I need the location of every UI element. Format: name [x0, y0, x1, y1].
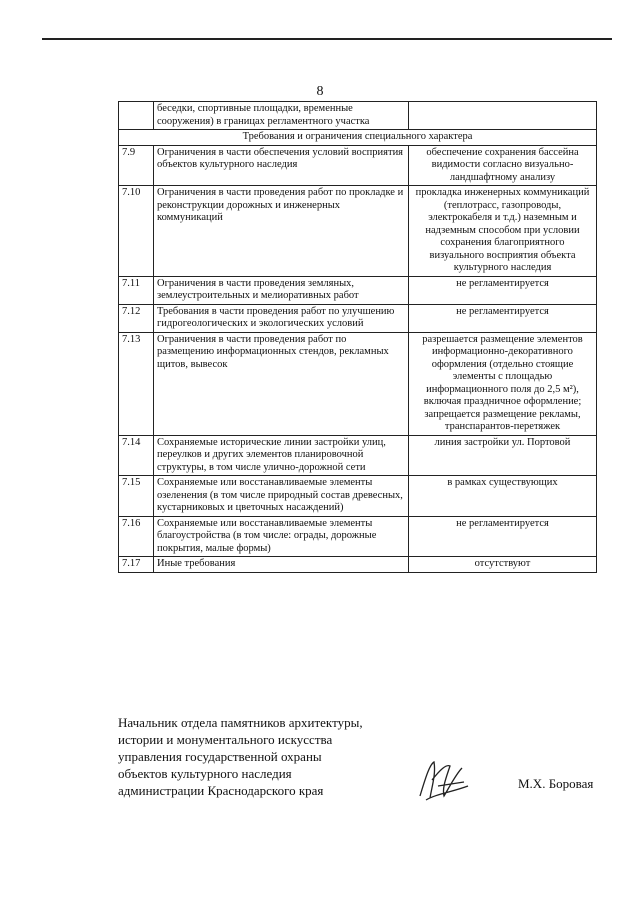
section-header-row [119, 130, 597, 146]
table-row [119, 332, 597, 435]
section-header: Требования и ограничения специального характера [119, 130, 597, 146]
row-number: 7.12 [119, 304, 154, 332]
signatory-title-line: администрации Краснодарского края [118, 783, 324, 798]
row-value: не регламентируется [409, 276, 597, 304]
table-row [119, 145, 597, 186]
signatory-title-line: Начальник отдела памятников архитектуры, [118, 715, 363, 730]
row-value: не регламентируется [409, 304, 597, 332]
table-row [119, 435, 597, 476]
row-description: Ограничения в части проведения земляных, землеустроительных и мелиоративных работ [154, 276, 409, 304]
row-value: прокладка инженерных коммуникаций (теплотрасс, газопроводы, электрокабеля и т.д.) наземным и надземным способом при условии сохранения благоприятного визуального восприятия объекта культурного наследия [409, 186, 597, 277]
table-row [119, 304, 597, 332]
row-description: Ограничения в части проведения работ по размещению информационных стендов, рекламных щитов, вывесок [154, 332, 409, 435]
row-value: линия застройки ул. Портовой [409, 435, 597, 476]
row-description: Сохраняемые или восстанавливаемые элементы озеленения (в том числе природный состав древесных, кустарниковых и цветочных насаждений) [154, 476, 409, 517]
table-row [119, 557, 597, 573]
row-value [409, 102, 597, 130]
row-number: 7.9 [119, 145, 154, 186]
row-value: разрешается размещение элементов информационно-декоративного оформления (отдельно стоящие элементы с площадью информационного поля до 2,5 м²), включая праздничное оформление; запрещается размещение рекламы, транспарантов-перетяжек [409, 332, 597, 435]
table-row [119, 276, 597, 304]
row-number: 7.16 [119, 516, 154, 557]
row-number: 7.10 [119, 186, 154, 277]
row-value: в рамках существующих [409, 476, 597, 517]
top-rule [42, 38, 612, 40]
signatory-title-line: управления государственной охраны [118, 749, 322, 764]
row-number: 7.17 [119, 557, 154, 573]
requirements-table [118, 101, 597, 573]
row-description: беседки, спортивные площадки, временные сооружения) в границах регламентного участка [154, 102, 409, 130]
row-value: обеспечение сохранения бассейна видимости согласно визуально-ландшафтному анализу [409, 145, 597, 186]
row-description: Иные требования [154, 557, 409, 573]
table-row [119, 186, 597, 277]
row-description: Требования в части проведения работ по улучшению гидрогеологических и экологических условий [154, 304, 409, 332]
row-number: 7.13 [119, 332, 154, 435]
row-description: Сохраняемые или восстанавливаемые элементы благоустройства (в том числе: ограды, дорожные покрытия, малые формы) [154, 516, 409, 557]
signatory-title [118, 714, 418, 799]
row-number: 7.15 [119, 476, 154, 517]
row-number: 7.14 [119, 435, 154, 476]
table-row [119, 102, 597, 130]
row-number: 7.11 [119, 276, 154, 304]
row-value: отсутствуют [409, 557, 597, 573]
row-value: не регламентируется [409, 516, 597, 557]
row-description: Ограничения в части проведения работ по прокладке и реконструкции дорожных и инженерных коммуникаций [154, 186, 409, 277]
signatory-name: М.Х. Боровая [518, 776, 594, 791]
page-number: 8 [316, 84, 324, 99]
row-description: Сохраняемые исторические линии застройки улиц, переулков и других элементов планировочной структуры, в том числе улично-дорожной сети [154, 435, 409, 476]
table-row [119, 516, 597, 557]
handwritten-signature [412, 756, 472, 804]
row-number [119, 102, 154, 130]
signatory-title-line: объектов культурного наследия [118, 766, 292, 781]
signatory-title-line: истории и монументального искусства [118, 732, 333, 747]
row-description: Ограничения в части обеспечения условий восприятия объектов культурного наследия [154, 145, 409, 186]
table-row [119, 476, 597, 517]
